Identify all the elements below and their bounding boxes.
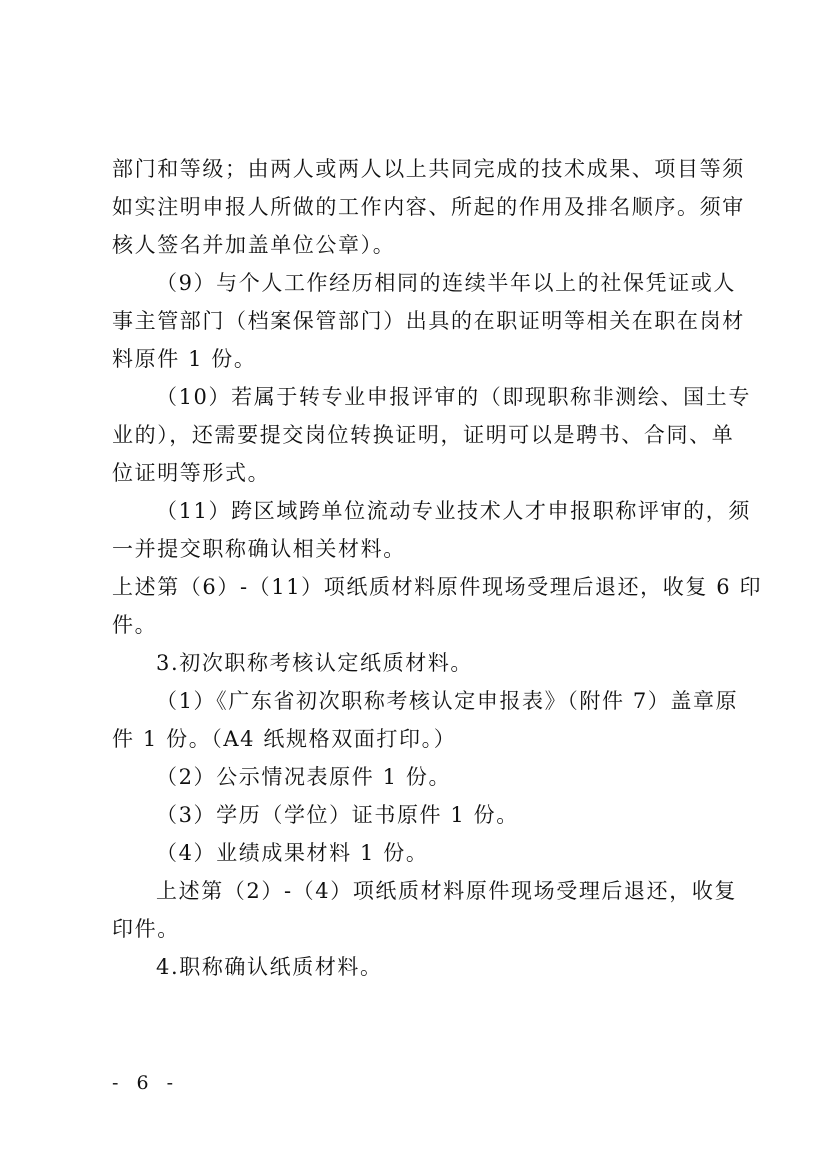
text-line-16: 件 1 份。（A4 纸规格双面打印。）: [112, 727, 457, 751]
page-number: - 6 -: [112, 1072, 180, 1094]
text-line-15: （1）《广东省初次职称考核认定申报表》（附件 7）盖章原: [156, 689, 739, 713]
text-line-12: 上述第（6）-（11）项纸质材料原件现场受理后退还，收复 6 印: [112, 575, 763, 599]
text-line-11: 一并提交职称确认相关材料。: [112, 537, 406, 561]
text-line-17: （2）公示情况表原件 1 份。: [156, 765, 452, 789]
text-line-5: 事主管部门（档案保管部门）出具的在职证明等相关在职在岗材: [112, 309, 745, 333]
text-line-19: （4）业绩成果材料 1 份。: [156, 841, 429, 865]
text-line-1: 部门和等级；由两人或两人以上共同完成的技术成果、项目等须: [112, 157, 745, 181]
text-line-13: 件。: [112, 613, 158, 637]
text-line-10: （11）跨区域跨单位流动专业技术人才申报职称评审的，须: [156, 499, 751, 523]
text-line-2: 如实注明申报人所做的工作内容、所起的作用及排名顺序。须审: [112, 195, 745, 219]
text-line-3: 核人签名并加盖单位公章）。: [112, 233, 396, 257]
text-line-18: （3）学历（学位）证书原件 1 份。: [156, 803, 519, 827]
text-line-7: （10）若属于转专业申报评审的（即现职称非测绘、国土专: [156, 385, 751, 409]
text-line-8: 业的），还需要提交岗位转换证明，证明可以是聘书、合同、单: [112, 423, 735, 447]
text-line-6: 料原件 1 份。: [112, 347, 257, 371]
text-line-9: 位证明等形式。: [112, 461, 271, 485]
section-heading-3: 3.初次职称考核认定纸质材料。: [156, 651, 474, 675]
text-line-21: 印件。: [112, 917, 180, 941]
section-heading-4: 4.职称确认纸质材料。: [156, 955, 383, 979]
text-line-4: （9）与个人工作经历相同的连续半年以上的社保凭证或人: [156, 271, 736, 295]
text-line-20: 上述第（2）-（4）项纸质材料原件现场受理后退还，收复: [156, 879, 738, 903]
